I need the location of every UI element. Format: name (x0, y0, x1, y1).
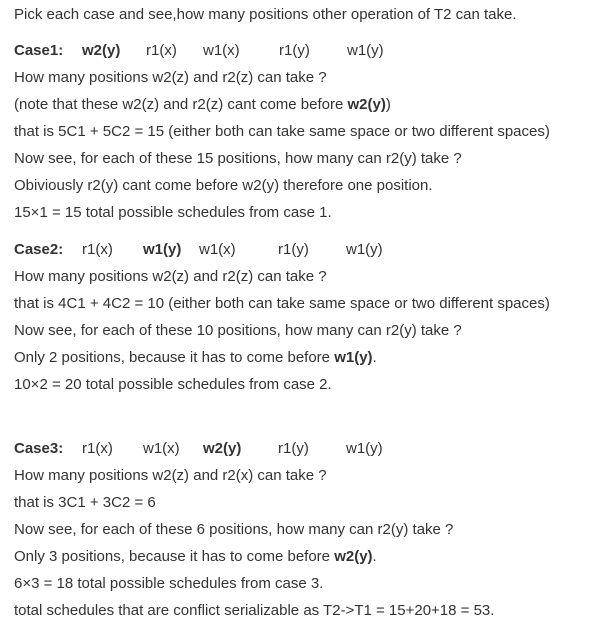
case1-op-4: r1(y) (279, 42, 310, 59)
case2-op-5: w1(y) (346, 241, 383, 258)
case1-note: (note that these w2(z) and r2(z) cant come before w2(y)) (14, 96, 391, 113)
case3-question-2: Now see, for each of these 6 positions, how many can r2(y) take ? (14, 521, 454, 538)
case1-op-5: w1(y) (347, 42, 384, 59)
case1-total: 15×1 = 15 total possible schedules from case 1. (14, 204, 332, 221)
case3-op-3: w2(y) (203, 440, 242, 457)
case1-note-bold: w2(y) (347, 96, 386, 113)
case2-answer-bold: w1(y) (334, 349, 373, 366)
case2-label: Case2: (14, 241, 64, 258)
case3-op-1: r1(x) (82, 440, 113, 457)
case2-question-2: Now see, for each of these 10 positions, how many can r2(y) take ? (14, 322, 462, 339)
case2-question-1: How many positions w2(z) and r2(z) can take ? (14, 268, 327, 285)
case3-combos: that is 3C1 + 3C2 = 6 (14, 494, 156, 511)
case1-heading (14, 41, 384, 61)
case3-op-5: w1(y) (346, 440, 383, 457)
case2-op-1: r1(x) (82, 241, 113, 258)
case1-answer: Obiviously r2(y) cant come before w2(y) therefore one position. (14, 177, 433, 194)
case3-answer-bold: w2(y) (334, 548, 373, 565)
case1-label: Case1: (14, 42, 64, 59)
case1-op-3: w1(x) (203, 42, 240, 59)
case2-heading (14, 240, 383, 260)
case3-label: Case3: (14, 440, 64, 457)
case3-heading (14, 439, 383, 459)
case3-op-2: w1(x) (143, 440, 180, 457)
final-total: total schedules that are conflict serializable as T2->T1 = 15+20+18 = 53. (14, 602, 495, 619)
case2-op-4: r1(y) (278, 241, 309, 258)
case2-op-2: w1(y) (143, 241, 182, 258)
case1-question-1: How many positions w2(z) and r2(z) can take ? (14, 69, 327, 86)
case2-op-3: w1(x) (199, 241, 236, 258)
case2-answer: Only 2 positions, because it has to come before w1(y). (14, 349, 377, 366)
case3-question-1: How many positions w2(z) and r2(x) can take ? (14, 467, 327, 484)
case2-combos: that is 4C1 + 4C2 = 10 (either both can take same space or two different spaces) (14, 295, 550, 312)
case1-combos: that is 5C1 + 5C2 = 15 (either both can take same space or two different spaces) (14, 123, 550, 140)
case2-total: 10×2 = 20 total possible schedules from case 2. (14, 376, 332, 393)
case3-total: 6×3 = 18 total possible schedules from case 3. (14, 575, 324, 592)
intro-text: Pick each case and see,how many positions other operation of T2 can take. (14, 6, 517, 23)
case3-op-4: r1(y) (278, 440, 309, 457)
case1-question-2: Now see, for each of these 15 positions, how many can r2(y) take ? (14, 150, 462, 167)
case1-op-1: w2(y) (82, 42, 121, 59)
case1-op-2: r1(x) (146, 42, 177, 59)
case3-answer: Only 3 positions, because it has to come before w2(y). (14, 548, 377, 565)
